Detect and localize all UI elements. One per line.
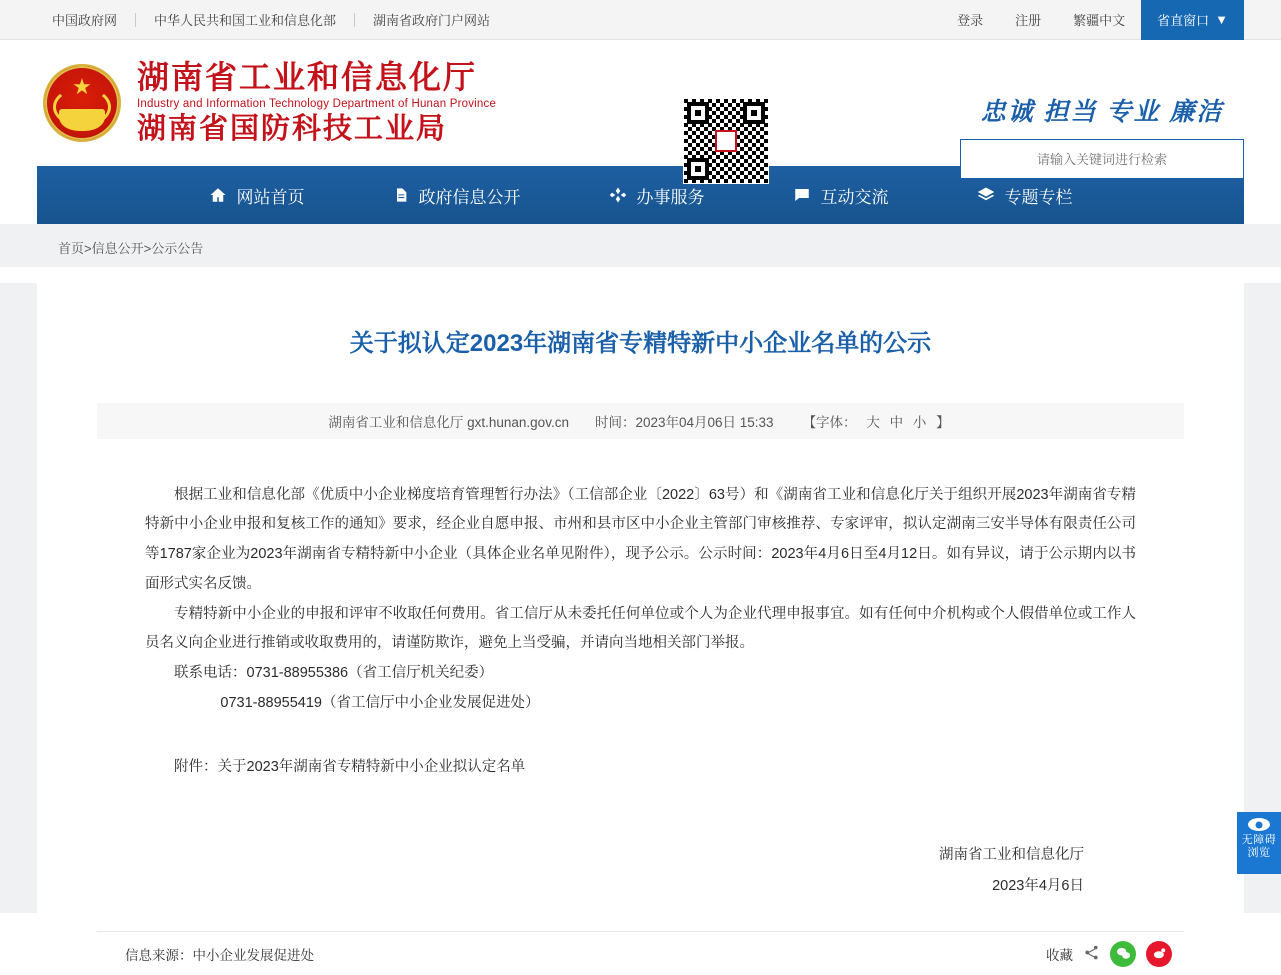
- gear-shape: [59, 109, 105, 131]
- wechat-share-icon[interactable]: [1110, 941, 1136, 967]
- nav-item-info-disclosure[interactable]: [349, 183, 565, 208]
- site-slogan: 忠诚 担当 专业 廉洁: [980, 98, 1224, 126]
- chevron-down-icon: ▼: [1215, 12, 1228, 27]
- breadcrumb-item-announcements[interactable]: 公示公告: [151, 241, 204, 256]
- share-actions: [1046, 941, 1172, 967]
- document-icon: [393, 186, 409, 204]
- breadcrumb-item-disclosure[interactable]: 信息公开: [91, 241, 144, 256]
- signature-organization: 湖南省工业和信息化厅: [939, 847, 1084, 864]
- topbar-link-gov[interactable]: 中国政府网: [52, 13, 118, 28]
- site-title-block: [137, 60, 496, 147]
- chat-icon: [793, 186, 811, 204]
- article-time: 时间：2023年04月06日 15:33: [594, 414, 774, 430]
- accessibility-browse-button[interactable]: [1237, 812, 1281, 874]
- layers-icon: [977, 186, 995, 204]
- national-emblem-icon: [43, 64, 121, 142]
- nav-item-label: 办事服务: [636, 187, 705, 207]
- article-attachment-link[interactable]: 附件：关于2023年湖南省专精特新中小企业拟认定名单: [174, 758, 526, 775]
- article-source: 湖南省工业和信息化厅 gxt.hunan.gov.cn: [328, 414, 569, 430]
- nav-item-label: 专题专栏: [1004, 187, 1073, 207]
- star-glyph: ★: [72, 74, 92, 99]
- nav-item-home[interactable]: [165, 183, 349, 208]
- provincial-window-label: 省直窗口: [1157, 13, 1210, 28]
- topbar-actions: [941, 0, 1281, 39]
- article-source-footer: 信息来源：中小企业发展促进处: [125, 947, 314, 963]
- font-size-small-button[interactable]: 小: [912, 414, 927, 430]
- nav-item-label: 政府信息公开: [418, 187, 521, 207]
- site-header: [0, 40, 1281, 166]
- qr-corner: [687, 102, 709, 124]
- breadcrumb-separator: >: [84, 241, 92, 256]
- share-icon[interactable]: [1083, 944, 1100, 964]
- signature-date: 2023年4月6日: [992, 877, 1084, 894]
- article-meta: [97, 403, 1184, 439]
- article-contact-phone-2: 0731-88955419（省工信厅中小企业发展促进处）: [220, 694, 540, 711]
- nav-item-topics[interactable]: [933, 183, 1117, 208]
- content-outer: [0, 283, 1281, 963]
- accessibility-label-line2: 浏览: [1247, 846, 1271, 859]
- register-link[interactable]: 注册: [1015, 13, 1042, 28]
- font-size-label-end: 】: [936, 414, 950, 430]
- nav-item-services[interactable]: [565, 183, 749, 208]
- article-panel: [37, 283, 1244, 963]
- provincial-window-button[interactable]: [1141, 0, 1244, 40]
- search-input[interactable]: [961, 140, 1243, 178]
- home-icon: [209, 186, 227, 204]
- page-title: 关于拟认定2023年湖南省专精特新中小企业名单的公示: [349, 330, 932, 358]
- topbar-link-hunan-portal[interactable]: 湖南省政府门户网站: [373, 13, 491, 28]
- breadcrumb: [0, 224, 1281, 267]
- eye-icon: [1248, 818, 1270, 831]
- article-paragraph: 专精特新中小企业的申报和评审不收取任何费用。省工信厅从未委托任何单位或个人为企业代理申报事宜。如有任何中介机构或个人假借单位或工作人员名义向企业进行推销或收取费用的，请谨防欺诈，避免上当受骗，并请向当地相关部门举报。: [145, 605, 1136, 652]
- topbar-links: [52, 10, 508, 29]
- site-title-primary: 湖南省工业和信息化厅: [137, 58, 478, 95]
- breadcrumb-item-home[interactable]: 首页: [58, 241, 85, 256]
- collect-button[interactable]: 收藏: [1046, 947, 1073, 963]
- article-paragraph: 根据工业和信息化部《优质中小企业梯度培育管理暂行办法》（工信部企业〔2022〕63号）和《湖南省工业和信息化厅关于组织开展2023年湖南省专精特新中小企业申报和复核工作的通知》要求，经企业自愿申报、市州和县市区中小企业主管部门审核推荐、专家评审，拟认定湖南三安半导体有限责任公司等1787家企业为2023年湖南省专精特新中小企业（具体企业名单见附件），现予公示。公示时间：2023年4月6日至4月12日。如有异议，请于公示期内以书面形式实名反馈。: [145, 486, 1136, 592]
- site-title-english: Industry and Information Technology Department of Hunan Province: [137, 97, 497, 110]
- nav-item-label: 互动交流: [820, 187, 889, 207]
- breadcrumb-separator: >: [143, 241, 152, 256]
- site-title-secondary: 湖南省国防科技工业局: [137, 113, 448, 146]
- service-icon: [609, 186, 627, 204]
- article-body: [97, 439, 1184, 901]
- article-footer: [97, 931, 1184, 975]
- login-link[interactable]: 登录: [957, 13, 984, 28]
- qr-code-icon: [683, 98, 769, 184]
- font-size-label: 【字体：: [802, 414, 857, 430]
- nav-item-interaction[interactable]: [749, 183, 933, 208]
- language-switch-link[interactable]: 繁疆中文: [1073, 13, 1126, 28]
- top-utility-bar: [0, 0, 1281, 40]
- search-box[interactable]: [960, 139, 1244, 179]
- weibo-share-icon[interactable]: [1146, 941, 1172, 967]
- article-contact-phone-1: 联系电话：0731-88955386（省工信厅机关纪委）: [174, 665, 494, 682]
- font-size-medium-button[interactable]: 中: [889, 414, 904, 430]
- qr-corner: [743, 102, 765, 124]
- accessibility-label-line1: 无障碍: [1241, 834, 1277, 846]
- font-size-controls: [800, 411, 953, 431]
- nav-item-label: 网站首页: [236, 187, 305, 207]
- qr-corner: [687, 158, 709, 180]
- topbar-link-miit[interactable]: 中华人民共和国工业和信息化部: [154, 13, 337, 28]
- article-signature: [145, 840, 1136, 901]
- font-size-large-button[interactable]: 大: [866, 414, 880, 430]
